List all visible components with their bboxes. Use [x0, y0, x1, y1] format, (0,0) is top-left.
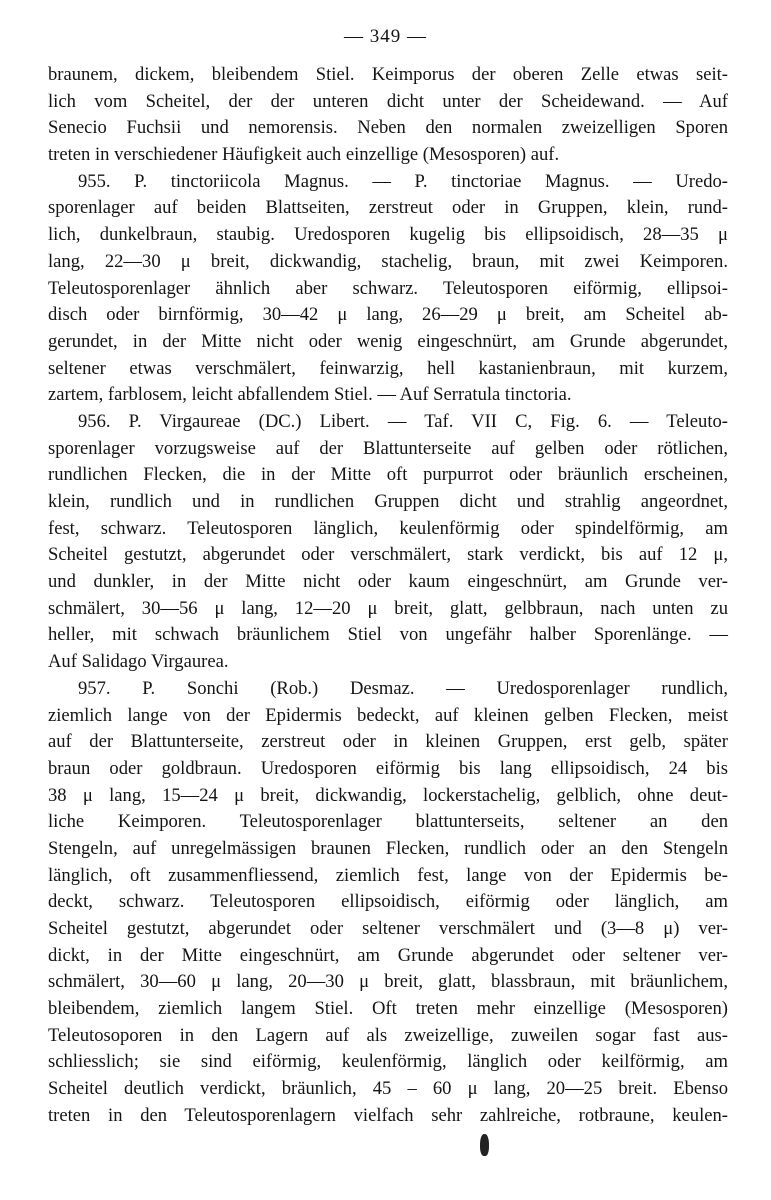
- text-line: Scheitel gestutzt, abgerundet oder seltener verschmälert und (3—8 μ) ver-: [48, 918, 728, 939]
- entry-heading-line: 957. P. Sonchi (Rob.) Desmaz. — Uredosporenlager rundlich,: [78, 677, 728, 699]
- text-line: heller, mit schwach bräunlichem Stiel von ungefähr halber Sporenlänge. —: [48, 624, 728, 646]
- text-line: sporenlager vorzugsweise auf der Blattunterseite auf gelben oder rötlichen,: [48, 437, 728, 459]
- text-line: klein, rundlich und in rundlichen Gruppen dicht und strahlig angeordnet,: [48, 491, 728, 512]
- text-line: Auf Salidago Virgaurea.: [48, 651, 229, 673]
- text-line: ziemlich lange von der Epidermis bedeckt, auf kleinen gelben Flecken, meist: [48, 704, 728, 726]
- text-line: deckt, schwarz. Teleutosporen ellipsoidisch, eiförmig oder länglich, am: [48, 891, 728, 913]
- text-line: lich vom Scheitel, der der unteren dicht unter der Scheidewand. — Auf: [48, 90, 728, 112]
- text-line: Teleutosporenlager ähnlich aber schwarz. Teleutosporen eiförmig, ellipsoi-: [48, 277, 728, 299]
- text-line: schliesslich; sie sind eiförmig, keulenförmig, länglich oder keilförmig, am: [48, 1051, 728, 1073]
- text-line: Senecio Fuchsii und nemorensis. Neben den normalen zweizelligen Sporen: [48, 117, 728, 139]
- text-line: liche Keimporen. Teleutosporenlager blattunterseits, seltener an den: [48, 811, 728, 833]
- text-line: auf der Blattunterseite, zerstreut oder in kleinen Gruppen, erst gelb, später: [48, 731, 728, 753]
- text-line: schmälert, 30—60 μ lang, 20—30 μ breit, glatt, blassbraun, mit bräunlichem,: [48, 971, 728, 993]
- text-line: treten in verschiedener Häufigkeit auch einzellige (Mesosporen) auf.: [48, 144, 560, 166]
- text-line: braunem, dickem, bleibendem Stiel. Keimporus der oberen Zelle etwas seit-: [48, 64, 728, 85]
- entry-heading-line: 956. P. Virgaureae (DC.) Libert. — Taf. VII C, Fig. 6. — Teleuto-: [78, 410, 728, 432]
- text-line: fest, schwarz. Teleutosporen länglich, keulenförmig oder spindelförmig, am: [48, 517, 728, 539]
- ink-blot: [480, 1134, 489, 1156]
- text-line: seltener etwas verschmälert, feinwarzig, hell kastanienbraun, mit kurzem,: [48, 357, 728, 379]
- text-line: gerundet, in der Mitte nicht oder wenig eingeschnürt, am Grunde abgerundet,: [48, 330, 728, 352]
- body-text: [48, 62, 728, 1130]
- text-line: lich, dunkelbraun, staubig. Uredosporen kugelig bis ellipsoidisch, 28—35 μ: [48, 224, 728, 246]
- text-line: treten in den Teleutosporenlagern vielfach sehr zahlreiche, rotbraune, keulen-: [48, 1104, 728, 1126]
- entry-heading-line: 955. P. tinctoriicola Magnus. — P. tinctoriae Magnus. — Uredo-: [78, 170, 728, 192]
- text-line: sporenlager auf beiden Blattseiten, zerstreut oder in Gruppen, klein, rund-: [48, 197, 728, 219]
- text-line: rundlichen Flecken, die in der Mitte oft purpurrot oder bräunlich erscheinen,: [48, 464, 728, 486]
- text-line: und dunkler, in der Mitte nicht oder kaum eingeschnürt, am Grunde ver-: [48, 571, 728, 593]
- text-line: schmälert, 30—56 μ lang, 12—20 μ breit, glatt, gelbbraun, nach unten zu: [48, 597, 728, 619]
- text-line: zartem, farblosem, leicht abfallendem Stiel. — Auf Serratula tinctoria.: [48, 384, 572, 406]
- page-number: — 349 —: [344, 26, 427, 47]
- text-line: braun oder goldbraun. Uredosporen eiförmig bis lang ellipsoidisch, 24 bis: [48, 757, 728, 779]
- text-line: dickt, in der Mitte eingeschnürt, am Grunde abgerundet oder seltener ver-: [48, 944, 728, 966]
- text-line: 38 μ lang, 15—24 μ breit, dickwandig, lockerstachelig, gelblich, ohne deut-: [48, 784, 728, 806]
- text-line: Scheitel gestutzt, abgerundet oder verschmälert, stark verdickt, bis auf 12 μ,: [48, 544, 728, 566]
- text-line: länglich, oft zusammenfliessend, ziemlich fest, lange von der Epidermis be-: [48, 864, 728, 886]
- text-line: bleibendem, ziemlich langem Stiel. Oft treten mehr einzellige (Mesosporen): [48, 998, 728, 1020]
- text-line: Stengeln, auf unregelmässigen braunen Flecken, rundlich oder an den Stengeln: [48, 837, 728, 859]
- text-line: Teleutosoporen in den Lagern auf als zweizellige, zuweilen sogar fast aus-: [48, 1024, 728, 1046]
- text-line: disch oder birnförmig, 30—42 μ lang, 26—29 μ breit, am Scheitel ab-: [48, 304, 728, 326]
- text-line: lang, 22—30 μ breit, dickwandig, stachelig, braun, mit zwei Keimporen.: [48, 250, 728, 272]
- text-line: Scheitel deutlich verdickt, bräunlich, 45 – 60 μ lang, 20—25 breit. Ebenso: [48, 1078, 728, 1100]
